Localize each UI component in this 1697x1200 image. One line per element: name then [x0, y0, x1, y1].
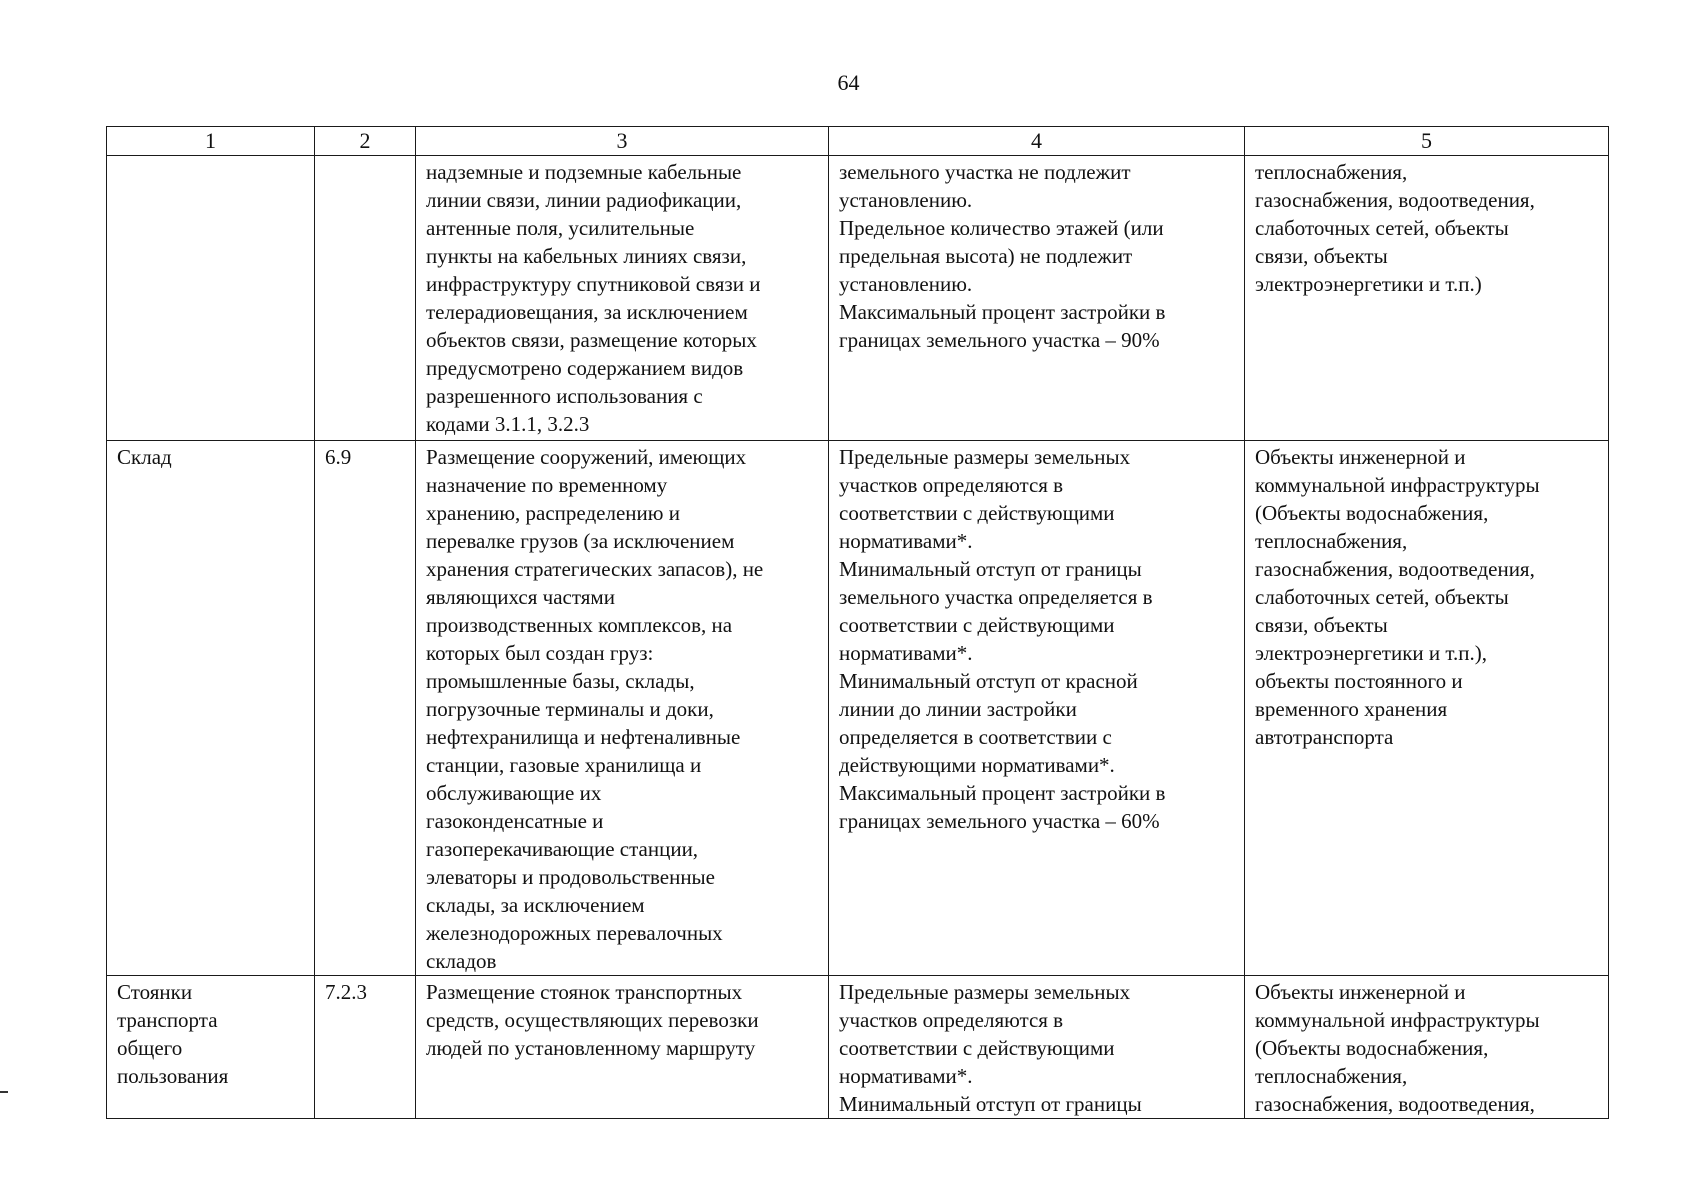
- text-line: (Объекты водоснабжения,: [1255, 1036, 1489, 1060]
- text-line: Размещение стоянок транспортных: [426, 980, 743, 1004]
- parameters-cell: [829, 441, 1245, 976]
- text-line: нормативами*.: [839, 641, 973, 665]
- text-line: электроэнергетики и т.п.),: [1255, 641, 1487, 665]
- text-line: соответствии с действующими: [839, 613, 1115, 637]
- scan-edge-mark: [0, 1091, 8, 1093]
- text-line: складов: [426, 949, 497, 973]
- text-line: общего: [117, 1036, 183, 1060]
- text-line: границах земельного участка – 60%: [839, 809, 1160, 833]
- text-line: линии связи, линии радиофикации,: [426, 188, 742, 212]
- text-line: средств, осуществляющих перевозки: [426, 1008, 759, 1032]
- text-line: определяется в соответствии с: [839, 725, 1112, 749]
- text-line: земельного участка не подлежит: [839, 160, 1131, 184]
- column-header-3: 3: [416, 127, 829, 156]
- column-header-2: 2: [315, 127, 416, 156]
- text-line: телерадиовещания, за исключением: [426, 300, 748, 324]
- text-line: инфраструктуру спутниковой связи и: [426, 272, 761, 296]
- column-header-1: 1: [107, 127, 315, 156]
- text-line: нефтехранилища и нефтеналивные: [426, 725, 741, 749]
- text-line: производственных комплексов, на: [426, 613, 733, 637]
- use-description-cell: [416, 441, 829, 976]
- text-line: (Объекты водоснабжения,: [1255, 501, 1489, 525]
- text-line: земельного участка определяется в: [839, 585, 1153, 609]
- text-line: связи, объекты: [1255, 613, 1388, 637]
- table-row: [107, 441, 1609, 976]
- infrastructure-cell: [1245, 441, 1609, 976]
- text-line: погрузочные терминалы и доки,: [426, 697, 714, 721]
- text-line: назначение по временному: [426, 473, 668, 497]
- text-line: Предельные размеры земельных: [839, 980, 1131, 1004]
- text-line: пункты на кабельных линиях связи,: [426, 244, 747, 268]
- text-line: транспорта: [117, 1008, 218, 1032]
- text-line: хранения стратегических запасов), не: [426, 557, 764, 581]
- text-line: Стоянки: [117, 980, 193, 1004]
- text-line: теплоснабжения,: [1255, 1064, 1408, 1088]
- use-name-cell: [107, 976, 315, 1119]
- infrastructure-cell: [1245, 976, 1609, 1119]
- text-line: Минимальный отступ от границы: [839, 1092, 1142, 1116]
- text-line: антенные поля, усилительные: [426, 216, 695, 240]
- text-line: слаботочных сетей, объекты: [1255, 216, 1509, 240]
- text-line: надземные и подземные кабельные: [426, 160, 742, 184]
- text-line: установлению.: [839, 188, 973, 212]
- text-line: теплоснабжения,: [1255, 529, 1408, 553]
- text-line: нормативами*.: [839, 529, 973, 553]
- text-line: действующими нормативами*.: [839, 753, 1115, 777]
- infrastructure-cell: [1245, 156, 1609, 441]
- text-line: промышленные базы, склады,: [426, 669, 695, 693]
- parameters-cell: [829, 156, 1245, 441]
- column-header-4: 4: [829, 127, 1245, 156]
- use-code-cell: 6.9: [315, 441, 416, 976]
- text-line: связи, объекты: [1255, 244, 1388, 268]
- text-line: перевалке грузов (за исключением: [426, 529, 735, 553]
- text-line: предельная высота) не подлежит: [839, 244, 1133, 268]
- text-line: Предельные размеры земельных: [839, 445, 1131, 469]
- text-line: хранению, распределению и: [426, 501, 680, 525]
- text-line: разрешенного использования с: [426, 384, 703, 408]
- text-line: газоснабжения, водоотведения,: [1255, 557, 1535, 581]
- text-line: пользования: [117, 1064, 229, 1088]
- use-description-cell: [416, 976, 829, 1119]
- text-line: слаботочных сетей, объекты: [1255, 585, 1509, 609]
- text-line: людей по установленному маршруту: [426, 1036, 756, 1060]
- text-line: газоснабжения, водоотведения,: [1255, 1092, 1535, 1116]
- text-line: кодами 3.1.1, 3.2.3: [426, 412, 590, 436]
- use-name-cell: Склад: [107, 441, 315, 976]
- text-line: Минимальный отступ от границы: [839, 557, 1142, 581]
- text-line: соответствии с действующими: [839, 501, 1115, 525]
- text-line: Минимальный отступ от красной: [839, 669, 1138, 693]
- page-number: 64: [837, 70, 860, 95]
- text-line: предусмотрено содержанием видов: [426, 356, 744, 380]
- text-line: Предельное количество этажей (или: [839, 216, 1164, 240]
- text-line: железнодорожных перевалочных: [426, 921, 723, 945]
- text-line: электроэнергетики и т.п.): [1255, 272, 1482, 296]
- text-line: склады, за исключением: [426, 893, 645, 917]
- text-line: станции, газовые хранилища и: [426, 753, 702, 777]
- text-line: Объекты инженерной и: [1255, 445, 1466, 469]
- text-line: установлению.: [839, 272, 973, 296]
- use-code-cell: 7.2.3: [315, 976, 416, 1119]
- text-line: соответствии с действующими: [839, 1036, 1115, 1060]
- text-line: линии до линии застройки: [839, 697, 1077, 721]
- text-line: участков определяются в: [839, 473, 1064, 497]
- text-line: объекты постоянного и: [1255, 669, 1463, 693]
- text-line: обслуживающие их: [426, 781, 602, 805]
- text-line: Максимальный процент застройки в: [839, 300, 1166, 324]
- use-code-cell: [315, 156, 416, 441]
- text-line: Максимальный процент застройки в: [839, 781, 1166, 805]
- text-line: газоснабжения, водоотведения,: [1255, 188, 1535, 212]
- column-header-5: 5: [1245, 127, 1609, 156]
- text-line: нормативами*.: [839, 1064, 973, 1088]
- text-line: газоконденсатные и: [426, 809, 604, 833]
- text-line: участков определяются в: [839, 1008, 1064, 1032]
- text-line: Размещение сооружений, имеющих: [426, 445, 747, 469]
- zoning-table: [106, 126, 1609, 1119]
- text-line: объектов связи, размещение которых: [426, 328, 757, 352]
- parameters-cell: [829, 976, 1245, 1119]
- text-line: коммунальной инфраструктуры: [1255, 1008, 1540, 1032]
- text-line: которых был создан груз:: [426, 641, 654, 665]
- table-row: [107, 156, 1609, 441]
- text-line: являющихся частями: [426, 585, 615, 609]
- text-line: газоперекачивающие станции,: [426, 837, 699, 861]
- text-line: теплоснабжения,: [1255, 160, 1408, 184]
- use-description-cell: [416, 156, 829, 441]
- table-header-row: [107, 127, 1609, 156]
- text-line: временного хранения: [1255, 697, 1448, 721]
- text-line: границах земельного участка – 90%: [839, 328, 1160, 352]
- text-line: коммунальной инфраструктуры: [1255, 473, 1540, 497]
- text-line: Объекты инженерной и: [1255, 980, 1466, 1004]
- text-line: элеваторы и продовольственные: [426, 865, 715, 889]
- use-name-cell: [107, 156, 315, 441]
- text-line: автотранспорта: [1255, 725, 1394, 749]
- table-row: [107, 976, 1609, 1119]
